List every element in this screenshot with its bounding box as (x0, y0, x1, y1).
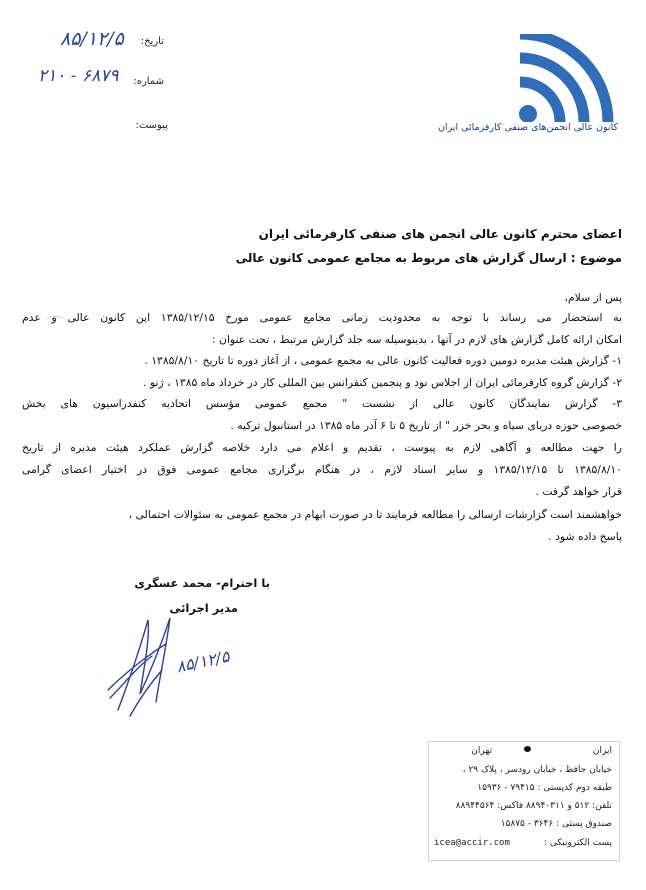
address-po-box: صندوق پستی : ۳۶۴۶ - ۱۵۸۷۵ (500, 819, 612, 829)
number-label: شماره: (133, 76, 164, 87)
punch-hole-mark (46, 316, 66, 327)
body-line-4: ۲- گزارش گروه کارفرمائی ایران از اجلاس نود و پنجمین کنفرانس بین المللی کار در خرداد ماه ۱۳۸۵ ، ژنو . (143, 376, 622, 389)
closing-line: با احترام- محمد عسگری (134, 576, 270, 590)
address-phone-fax: تلفن: ۵۱۲ و ۸۸۹۴۰۳۱۱ فاکس: ۸۸۹۴۴۵۶۴ (455, 801, 612, 811)
body-line-3: ۱- گزارش هیئت مدیره دومین دوره فعالیت کانون عالی به مجمع عمومی ، از آغاز دوره تا تاریخ ۱۳۸۵/۸/۱۰ . (144, 354, 622, 367)
attachment-label: پیوست: (135, 120, 168, 131)
subject-heading: موضوع : ارسال گزارش های مربوط به مجامع عمومی کانون عالی (235, 251, 622, 265)
body-line-6: خصوصی حوزه دریای سیاه و بحر خزر " از تاریخ ۵ تا ۶ آذر ماه ۱۳۸۵ در استانبول ترکیه . (230, 419, 622, 432)
address-email-label: پست الکترونیکی : (543, 838, 612, 848)
handwritten-number: ۲۱۰ - ۶۸۷۹ (38, 66, 119, 86)
address-email[interactable]: icea@accir.com (434, 838, 510, 848)
logo-caption: کانون عالی انجمن‌های صنفی کارفرمائی ایران (437, 122, 618, 133)
body-line-8: ۱۳۸۵/۸/۱۰ تا ۱۳۸۵/۱۲/۱۵ و سایر اسناد لازم ، در هنگام برگزاری مجامع عمومی فوق در اختیار اعضای گرامی (22, 463, 622, 476)
handwritten-date: ۸۵/۱۲/۵ (60, 28, 124, 50)
address-floor-postcode: طبقه دوم کدپستی : ۷۹۴۱۵ - ۱۵۹۳۶ (477, 783, 612, 793)
body-line-11: پاسخ داده شود . (548, 530, 622, 543)
body-line-10: خواهشمند است گزارشات ارسالی را مطالعه فرمایند تا در صورت ابهام در مجمع عمومی به سئوالات احتمالی ، (128, 508, 622, 521)
signer-title: مدیر اجرائی (169, 601, 238, 615)
organization-logo (518, 34, 622, 122)
address-country: ایران (592, 746, 612, 756)
signature-date: ۸۵/۱۲/۵ (174, 646, 232, 677)
recipient-heading: اعضای محترم کانون عالی انجمن های صنفی کارفرمائی ایران (258, 227, 622, 241)
date-label: تاریخ: (140, 36, 164, 47)
address-dot-icon (524, 746, 531, 752)
greeting: پس از سلام، (564, 291, 622, 304)
body-line-9: قرار خواهد گرفت . (535, 485, 622, 498)
body-line-5: ۳- گزارش نمایندگان کانون عالی از نشست " مجمع عمومی مؤسس اتحادیه کنفدراسیون های بخش (22, 397, 622, 410)
address-street: خیابان حافظ ، خیابان رودسر ، پلاک ۲۹ ، (462, 765, 612, 775)
body-line-7: را جهت مطالعه و آگاهی لازم به پیوست ، تقدیم و اعلام می دارد خلاصه گزارش عملکرد هیئت مدیره از تاریخ (22, 441, 622, 454)
address-city: تهران (471, 746, 492, 756)
body-line-2: امکان ارائه کامل گزارش های لازم در آنها ، بدینوسیله سه جلد گزارش مرتبط ، تحت عنوان : (211, 333, 622, 346)
body-line-1: به استحضار می رساند با توجه به محدودیت زمانی مجامع عمومی مورخ ۱۳۸۵/۱۲/۱۵ این کانون عالی و عدم (22, 311, 622, 324)
